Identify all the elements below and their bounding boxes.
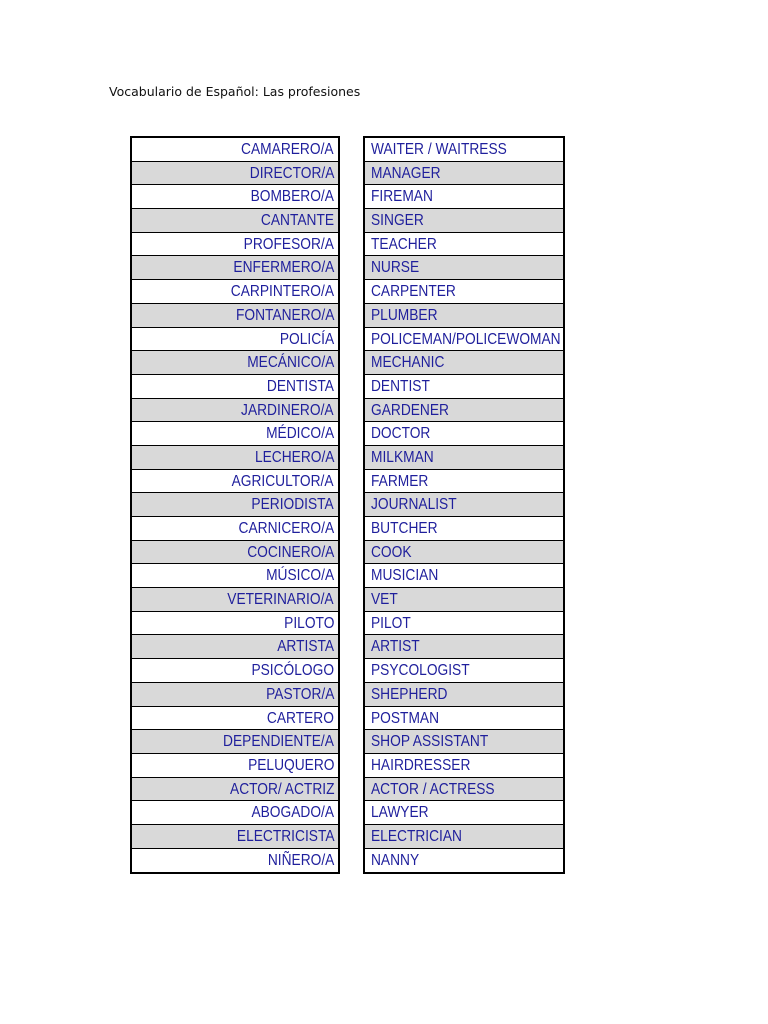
english-column — [363, 136, 565, 874]
spanish-term: ABOGADO/A — [251, 804, 334, 822]
spanish-term: DEPENDIENTE/A — [223, 733, 334, 751]
spanish-term-cell — [132, 422, 338, 446]
english-term: NANNY — [371, 851, 420, 869]
spanish-term-cell — [132, 825, 338, 849]
spanish-term-cell — [132, 778, 338, 802]
english-term-cell — [365, 351, 563, 375]
spanish-term-cell — [132, 801, 338, 825]
english-term: WAITER / WAITRESS — [371, 141, 507, 158]
spanish-term-cell — [132, 446, 338, 470]
english-term: COOK — [371, 543, 412, 561]
spanish-term-cell — [132, 375, 338, 399]
english-term-cell — [365, 185, 563, 209]
spanish-term: CAMARERO/A — [241, 141, 334, 158]
spanish-term: CARTERO — [266, 709, 334, 727]
english-term: CARPENTER — [371, 283, 456, 301]
english-term-cell — [365, 659, 563, 683]
spanish-term: POLICÍA — [279, 330, 334, 348]
spanish-term-cell — [132, 849, 338, 873]
spanish-term: PROFESOR/A — [243, 235, 334, 253]
spanish-term: DIRECTOR/A — [249, 164, 334, 182]
english-term: HAIRDRESSER — [371, 756, 471, 774]
english-term-cell — [365, 470, 563, 494]
spanish-term: AGRICULTOR/A — [232, 472, 334, 490]
spanish-term-cell — [132, 541, 338, 565]
spanish-term-cell — [132, 683, 338, 707]
spanish-term-cell — [132, 233, 338, 257]
english-term-cell — [365, 730, 563, 754]
english-term-cell — [365, 493, 563, 517]
english-term-cell — [365, 280, 563, 304]
english-term-cell — [365, 612, 563, 636]
spanish-term-cell — [132, 256, 338, 280]
spanish-term-cell — [132, 635, 338, 659]
english-term: MUSICIAN — [371, 567, 439, 585]
english-term-cell — [365, 541, 563, 565]
page-title: Vocabulario de Español: Las profesiones — [109, 84, 361, 99]
english-term: SHOP ASSISTANT — [371, 733, 489, 751]
english-term: BUTCHER — [371, 520, 438, 537]
english-term-cell — [365, 588, 563, 612]
english-term-cell — [365, 256, 563, 280]
spanish-term: ELECTRICISTA — [236, 827, 334, 845]
spanish-term-cell — [132, 493, 338, 517]
english-term: MECHANIC — [371, 354, 445, 372]
english-term: POSTMAN — [371, 709, 440, 727]
spanish-term: NIÑERO/A — [267, 851, 334, 869]
spanish-term-cell — [132, 588, 338, 612]
spanish-term-cell — [132, 351, 338, 375]
english-term: PSYCOLOGIST — [371, 662, 470, 680]
spanish-term: PILOTO — [283, 614, 334, 632]
english-term-cell — [365, 446, 563, 470]
spanish-term-cell — [132, 280, 338, 304]
english-term: SHEPHERD — [371, 685, 448, 703]
english-term-cell — [365, 138, 563, 162]
english-term: DOCTOR — [371, 425, 431, 443]
english-term: JOURNALIST — [371, 496, 457, 514]
english-term: FIREMAN — [371, 188, 433, 206]
spanish-term: CANTANTE — [260, 212, 334, 230]
spanish-term-cell — [132, 612, 338, 636]
english-term: ARTIST — [371, 638, 420, 656]
english-term-cell — [365, 422, 563, 446]
english-term: MANAGER — [371, 164, 441, 182]
spanish-term: BOMBERO/A — [250, 188, 334, 206]
english-term: NURSE — [371, 259, 420, 277]
spanish-term-cell — [132, 564, 338, 588]
spanish-term: COCINERO/A — [246, 543, 334, 561]
spanish-column — [130, 136, 340, 874]
spanish-term: ENFERMERO/A — [233, 259, 334, 277]
spanish-term: ACTOR/ ACTRIZ — [229, 780, 334, 798]
english-term-cell — [365, 304, 563, 328]
english-term-cell — [365, 801, 563, 825]
english-term: VET — [371, 591, 398, 609]
english-term: DENTIST — [371, 377, 430, 395]
spanish-term-cell — [132, 328, 338, 352]
spanish-term: FONTANERO/A — [235, 306, 334, 324]
spanish-term: LECHERO/A — [254, 448, 334, 466]
english-term-cell — [365, 162, 563, 186]
english-term-cell — [365, 825, 563, 849]
spanish-term: PELUQUERO — [247, 756, 334, 774]
english-term-cell — [365, 375, 563, 399]
spanish-term-cell — [132, 304, 338, 328]
english-term-cell — [365, 849, 563, 873]
spanish-term: MÉDICO/A — [265, 425, 334, 443]
spanish-term-cell — [132, 399, 338, 423]
english-term-cell — [365, 399, 563, 423]
english-term: MILKMAN — [371, 448, 434, 466]
english-term: SINGER — [371, 212, 424, 230]
spanish-term-cell — [132, 730, 338, 754]
spanish-term: CARNICERO/A — [238, 520, 334, 537]
english-term-cell — [365, 564, 563, 588]
spanish-term: PSICÓLOGO — [251, 662, 334, 680]
english-term-cell — [365, 209, 563, 233]
english-term-cell — [365, 233, 563, 257]
spanish-term: ARTISTA — [277, 638, 334, 656]
english-term-cell — [365, 754, 563, 778]
english-term: ELECTRICIAN — [371, 827, 462, 845]
spanish-term: MECÁNICO/A — [246, 354, 334, 372]
spanish-term-cell — [132, 659, 338, 683]
spanish-term: PERIODISTA — [251, 496, 334, 514]
spanish-term: MÚSICO/A — [265, 567, 334, 585]
spanish-term: JARDINERO/A — [241, 401, 334, 419]
english-term: FARMER — [371, 472, 429, 490]
english-term-cell — [365, 517, 563, 541]
english-term: TEACHER — [371, 235, 437, 253]
spanish-term-cell — [132, 162, 338, 186]
spanish-term-cell — [132, 470, 338, 494]
english-term-cell — [365, 683, 563, 707]
spanish-term-cell — [132, 185, 338, 209]
spanish-term-cell — [132, 517, 338, 541]
spanish-term-cell — [132, 707, 338, 731]
english-term: PLUMBER — [371, 306, 438, 324]
english-term-cell — [365, 328, 563, 352]
english-term-cell — [365, 778, 563, 802]
english-term: LAWYER — [371, 804, 429, 822]
spanish-term: CARPINTERO/A — [230, 283, 334, 301]
english-term: PILOT — [371, 614, 411, 632]
spanish-term: DENTISTA — [266, 377, 334, 395]
spanish-term: VETERINARIO/A — [227, 591, 334, 609]
english-term: GARDENER — [371, 401, 449, 419]
spanish-term-cell — [132, 754, 338, 778]
spanish-term-cell — [132, 209, 338, 233]
spanish-term: PASTOR/A — [265, 685, 334, 703]
english-term-cell — [365, 707, 563, 731]
english-term: ACTOR / ACTRESS — [371, 780, 495, 798]
spanish-term-cell — [132, 138, 338, 162]
english-term-cell — [365, 635, 563, 659]
english-term: POLICEMAN/POLICEWOMAN — [371, 330, 561, 348]
